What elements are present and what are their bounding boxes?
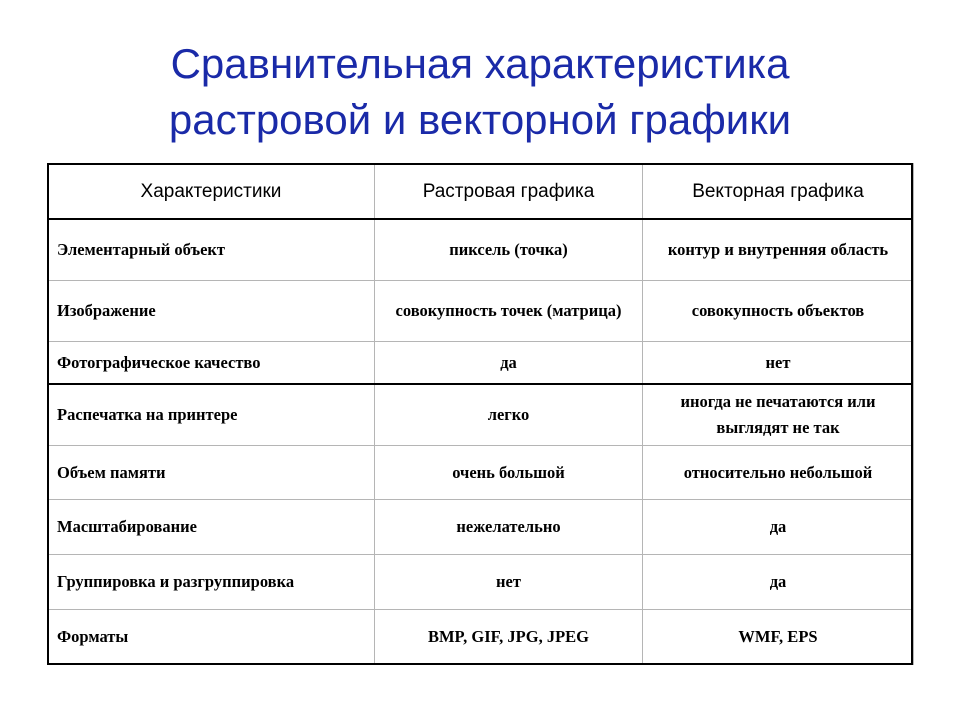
table-row [48,446,914,500]
vector-cell: контур и внутренняя область [643,220,914,281]
row-label: Объем памяти [48,446,375,500]
table-row [48,610,914,665]
row-label: Элементарный объект [48,220,375,281]
vector-cell: относительно небольшой [643,446,914,500]
slide-title-line-1: Сравнительная характеристика [170,40,790,87]
raster-cell: нет [375,555,643,610]
slide-title-line-2: растровой и векторной графики [168,96,792,143]
raster-cell: очень большой [375,446,643,500]
comparison-table [47,163,914,665]
header-raster: Растровая графика [375,164,643,220]
vector-cell: WMF, EPS [643,610,914,665]
table-row [48,500,914,555]
vector-cell: совокупность объектов [643,281,914,342]
table-row [48,555,914,610]
vector-cell: иногда не печатаются или выглядят не так [643,385,914,446]
raster-cell: нежелательно [375,500,643,555]
slide-title [0,36,960,148]
row-label: Распечатка на принтере [48,385,375,446]
raster-cell: BMP, GIF, JPG, JPEG [375,610,643,665]
table-row [48,342,914,385]
row-label: Изображение [48,281,375,342]
table-row [48,220,914,281]
vector-cell: нет [643,342,914,385]
raster-cell: совокупность точек (матрица) [375,281,643,342]
raster-cell: легко [375,385,643,446]
header-vector: Векторная графика [643,164,914,220]
raster-cell: да [375,342,643,385]
table-header-row [48,164,914,220]
row-label: Форматы [48,610,375,665]
vector-cell: да [643,500,914,555]
table-row [48,385,914,446]
row-label: Фотографическое качество [48,342,375,385]
raster-cell: пиксель (точка) [375,220,643,281]
header-characteristics: Характеристики [48,164,375,220]
vector-cell: да [643,555,914,610]
row-label: Масштабирование [48,500,375,555]
table-row [48,281,914,342]
row-label: Группировка и разгруппировка [48,555,375,610]
